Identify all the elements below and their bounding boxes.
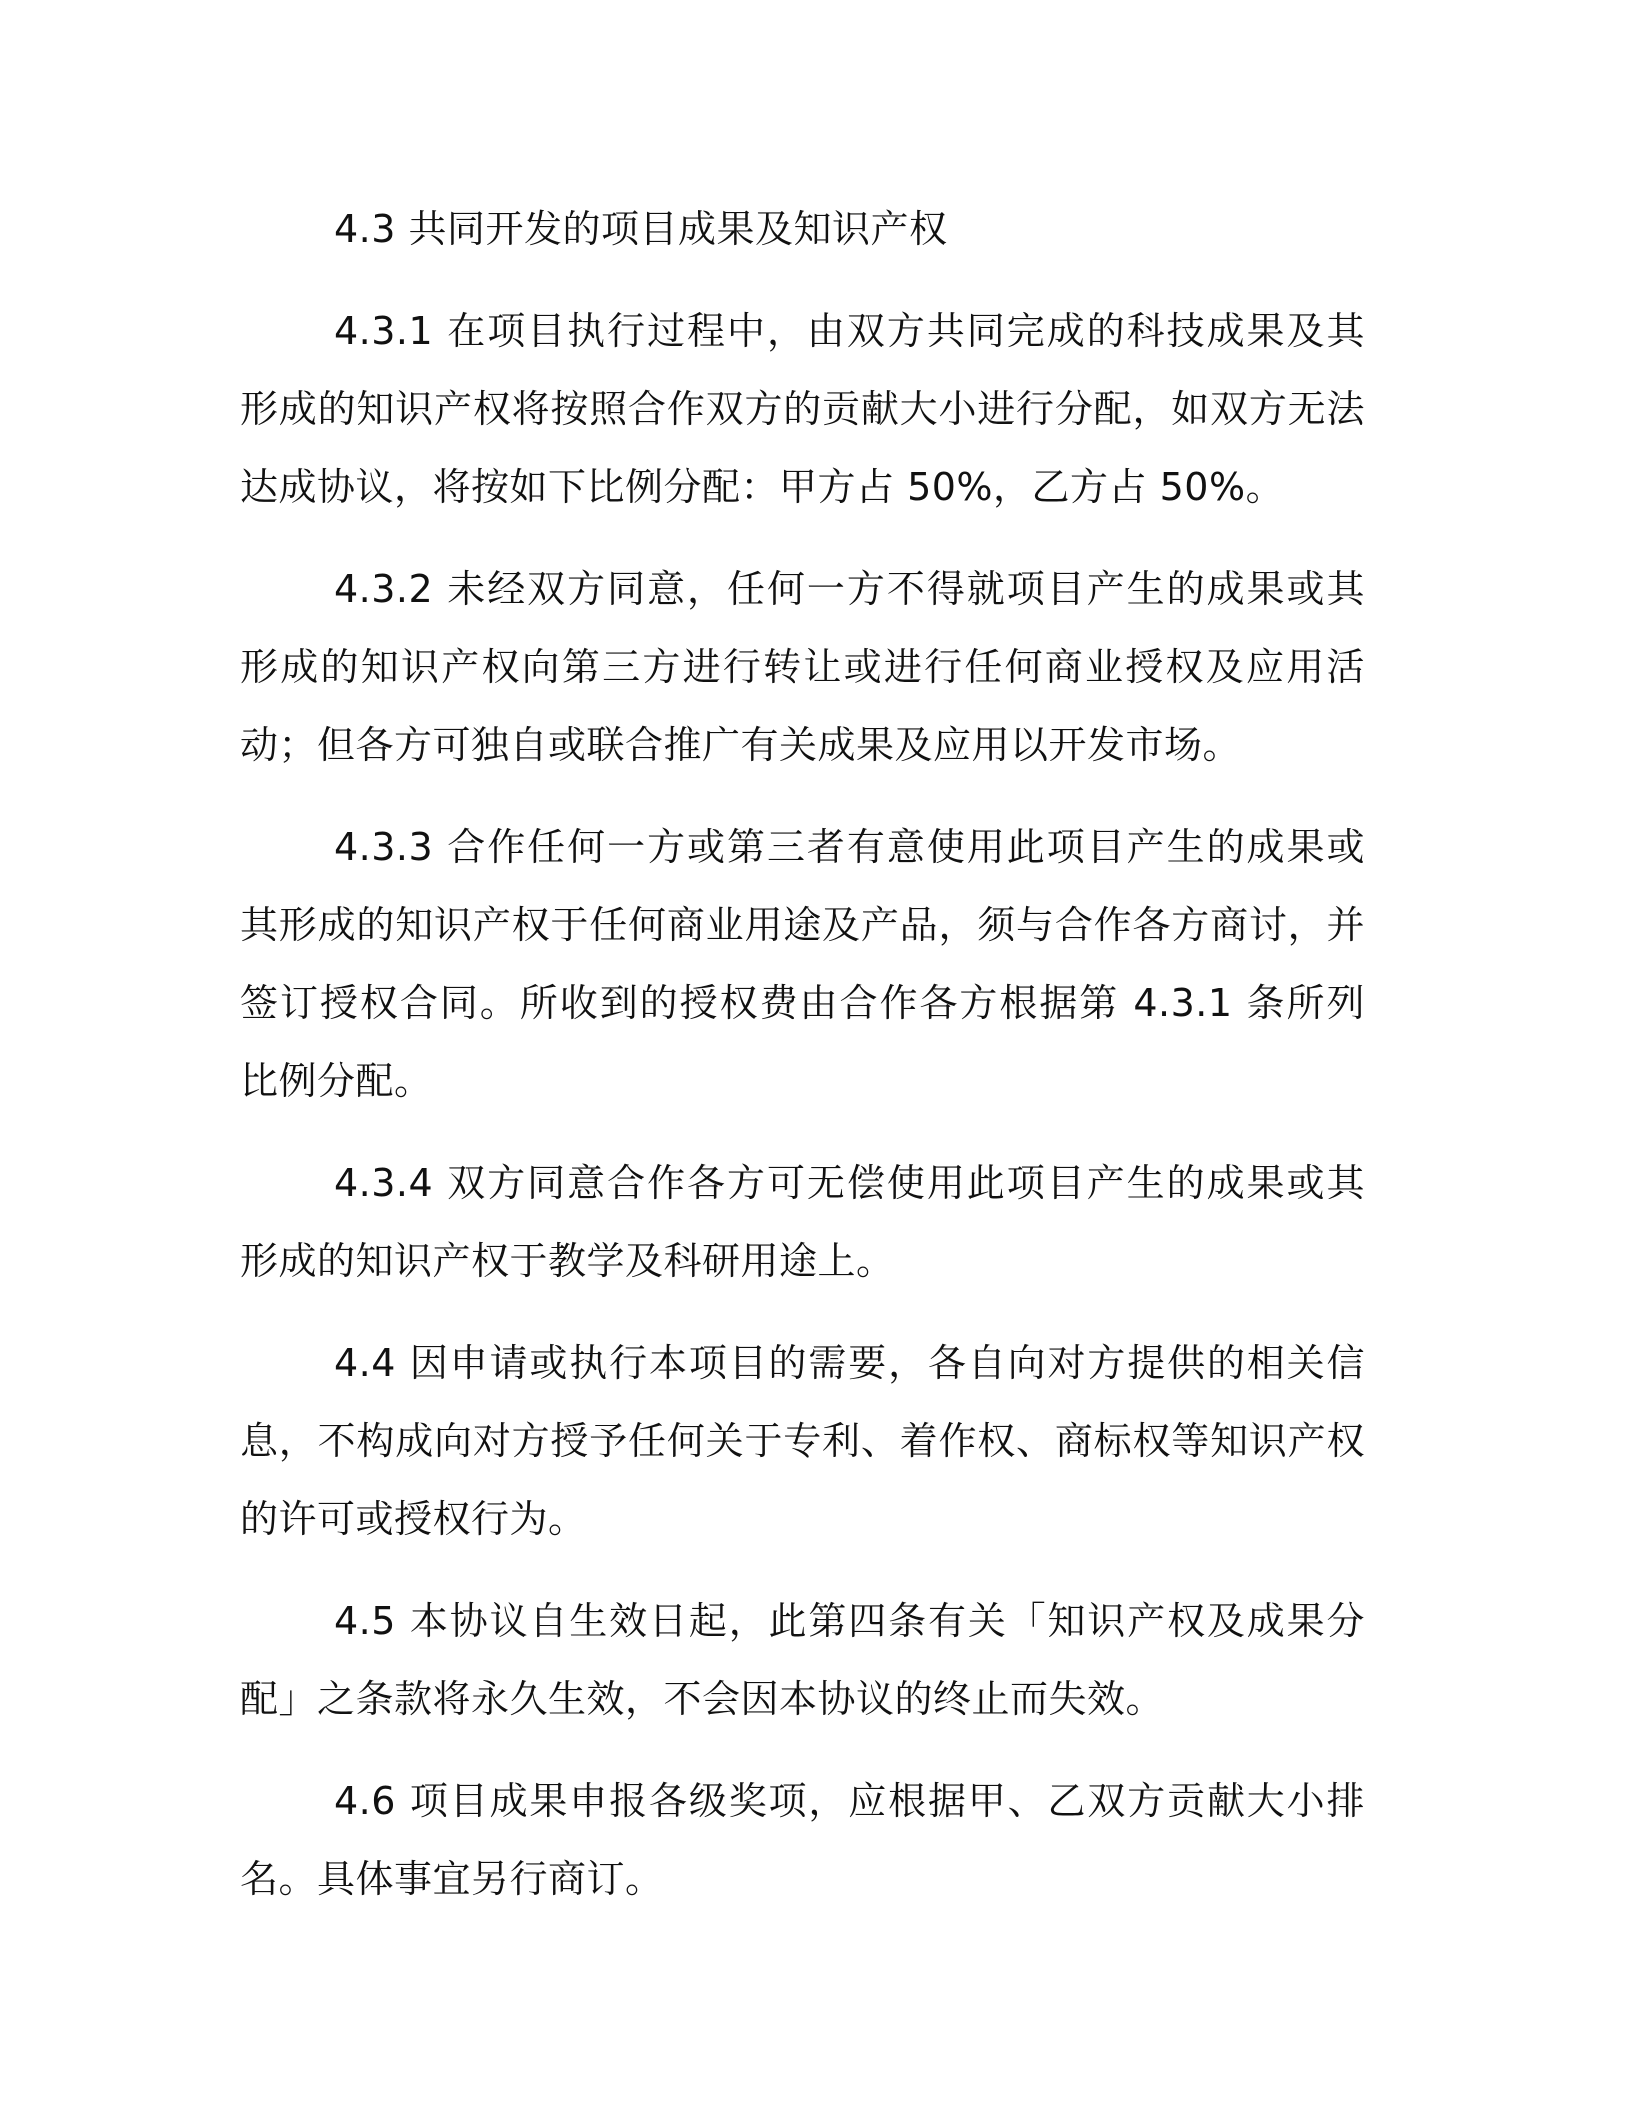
clause-4-3-2: 4.3.2 未经双方同意，任何一方不得就项目产生的成果或其形成的知识产权向第三方进行转让或进行任何商业授权及应用活动；但各方可独自或联合推广有关成果及应用以开发市场。 [240,567,1365,767]
clause-4-3-4: 4.3.4 双方同意合作各方可无偿使用此项目产生的成果或其形成的知识产权于教学及科研用途上。 [240,1161,1365,1283]
clause-4-3-1: 4.3.1 在项目执行过程中，由双方共同完成的科技成果及其形成的知识产权将按照合作双方的贡献大小进行分配，如双方无法达成协议，将按如下比例分配：甲方占 50%，乙方占 50%。 [240,309,1365,509]
clause-4-5: 4.5 本协议自生效日起，此第四条有关「知识产权及成果分配」之条款将永久生效，不会因本协议的终止而失效。 [240,1599,1365,1721]
document-page [240,190,1365,1918]
section-heading: 4.3 共同开发的项目成果及知识产权 [334,207,948,251]
clause-4-6: 4.6 项目成果申报各级奖项，应根据甲、乙双方贡献大小排名。具体事宜另行商订。 [240,1779,1365,1901]
clause-4-3-3: 4.3.3 合作任何一方或第三者有意使用此项目产生的成果或其形成的知识产权于任何商业用途及产品，须与合作各方商讨，并签订授权合同。所收到的授权费由合作各方根据第 4.3.1 条所列比例分配。 [240,825,1365,1103]
clause-4-4: 4.4 因申请或执行本项目的需要，各自向对方提供的相关信息，不构成向对方授予任何关于专利、着作权、商标权等知识产权的许可或授权行为。 [240,1341,1365,1541]
